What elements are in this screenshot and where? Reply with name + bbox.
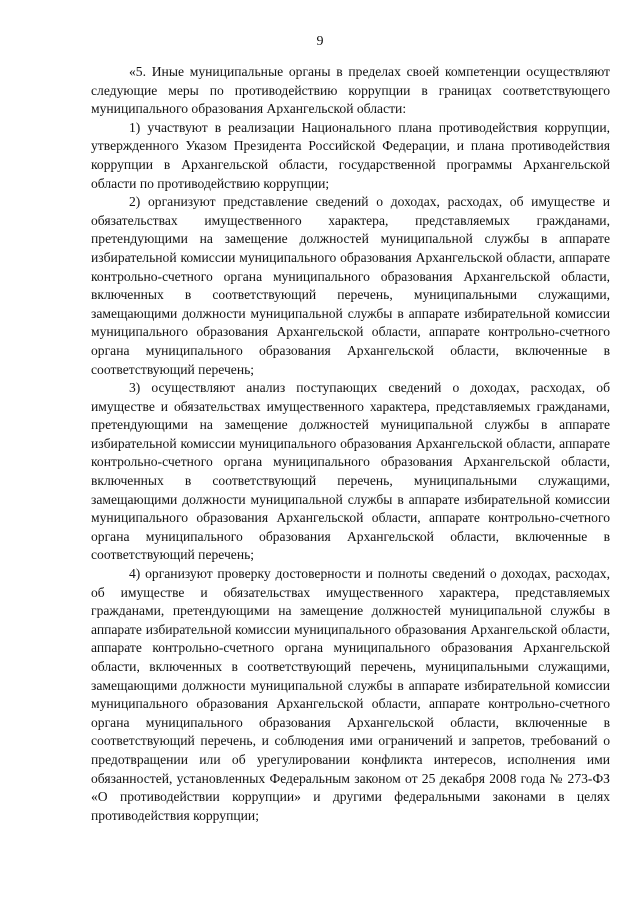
document-body	[91, 63, 610, 825]
page-number: 9	[316, 34, 324, 49]
paragraph-item-1: 1) участвуют в реализации Национального плана противодействия коррупции, утвержденного Указом Президента Российской Федерации, и плана противодействия коррупции в Архангельской области, государственной программы Архангельской области по противодействию коррупции;	[91, 119, 610, 191]
paragraph-item-3: 3) осуществляют анализ поступающих сведений о доходах, расходах, об имуществе и обязательствах имущественного характера, представляемых гражданами, претендующими на замещение должностей муниципальной службы в аппарате избирательной комиссии муниципального образования Архангельской области, аппарате контрольно-счетного органа муниципального образования Архангельской области, включенных в соответствующий перечень, муниципальными служащими, замещающими должности муниципальной службы в аппарате избирательной комиссии муниципального образования Архангельской области, аппарате контрольно-счетного органа муниципального образования Архангельской области, включенные в соответствующий перечень;	[91, 380, 610, 563]
paragraph-intro: «5. Иные муниципальные органы в пределах своей компетенции осуществляют следующие меры по противодействию коррупции в границах соответствующего муниципального образования Архангельской области:	[91, 64, 610, 117]
paragraph-item-4: 4) организуют проверку достоверности и полноты сведений о доходах, расходах, об имуществе и обязательствах имущественного характера, представляемых гражданами, претендующими на замещение должностей муниципальной службы в аппарате избирательной комиссии муниципального образования Архангельской области, аппарате контрольно-счетного органа муниципального образования Архангельской области, включенных в соответствующий перечень, муниципальными служащими, замещающими должности муниципальной службы в аппарате избирательной комиссии муниципального образования Архангельской области, аппарате контрольно-счетного органа муниципального образования Архангельской области, включенные в соответствующий перечень, и соблюдения ими ограничений и запретов, требований о предотвращении или об урегулировании конфликта интересов, исполнения ими обязанностей, установленных Федеральным законом от 25 декабря 2008 года № 273-ФЗ «О противодействии коррупции» и другими федеральными законами в целях противодействия коррупции;	[91, 566, 610, 823]
paragraph-item-2: 2) организуют представление сведений о доходах, расходах, об имуществе и обязательствах имущественного характера, представляемых гражданами, претендующими на замещение должностей муниципальной службы в аппарате избирательной комиссии муниципального образования Архангельской области, аппарате контрольно-счетного органа муниципального образования Архангельской области, включенных в соответствующий перечень, муниципальными служащими, замещающими должности муниципальной службы в аппарате избирательной комиссии муниципального образования Архангельской области, аппарате контрольно-счетного органа муниципального образования Архангельской области, включенные в соответствующий перечень;	[91, 194, 610, 377]
